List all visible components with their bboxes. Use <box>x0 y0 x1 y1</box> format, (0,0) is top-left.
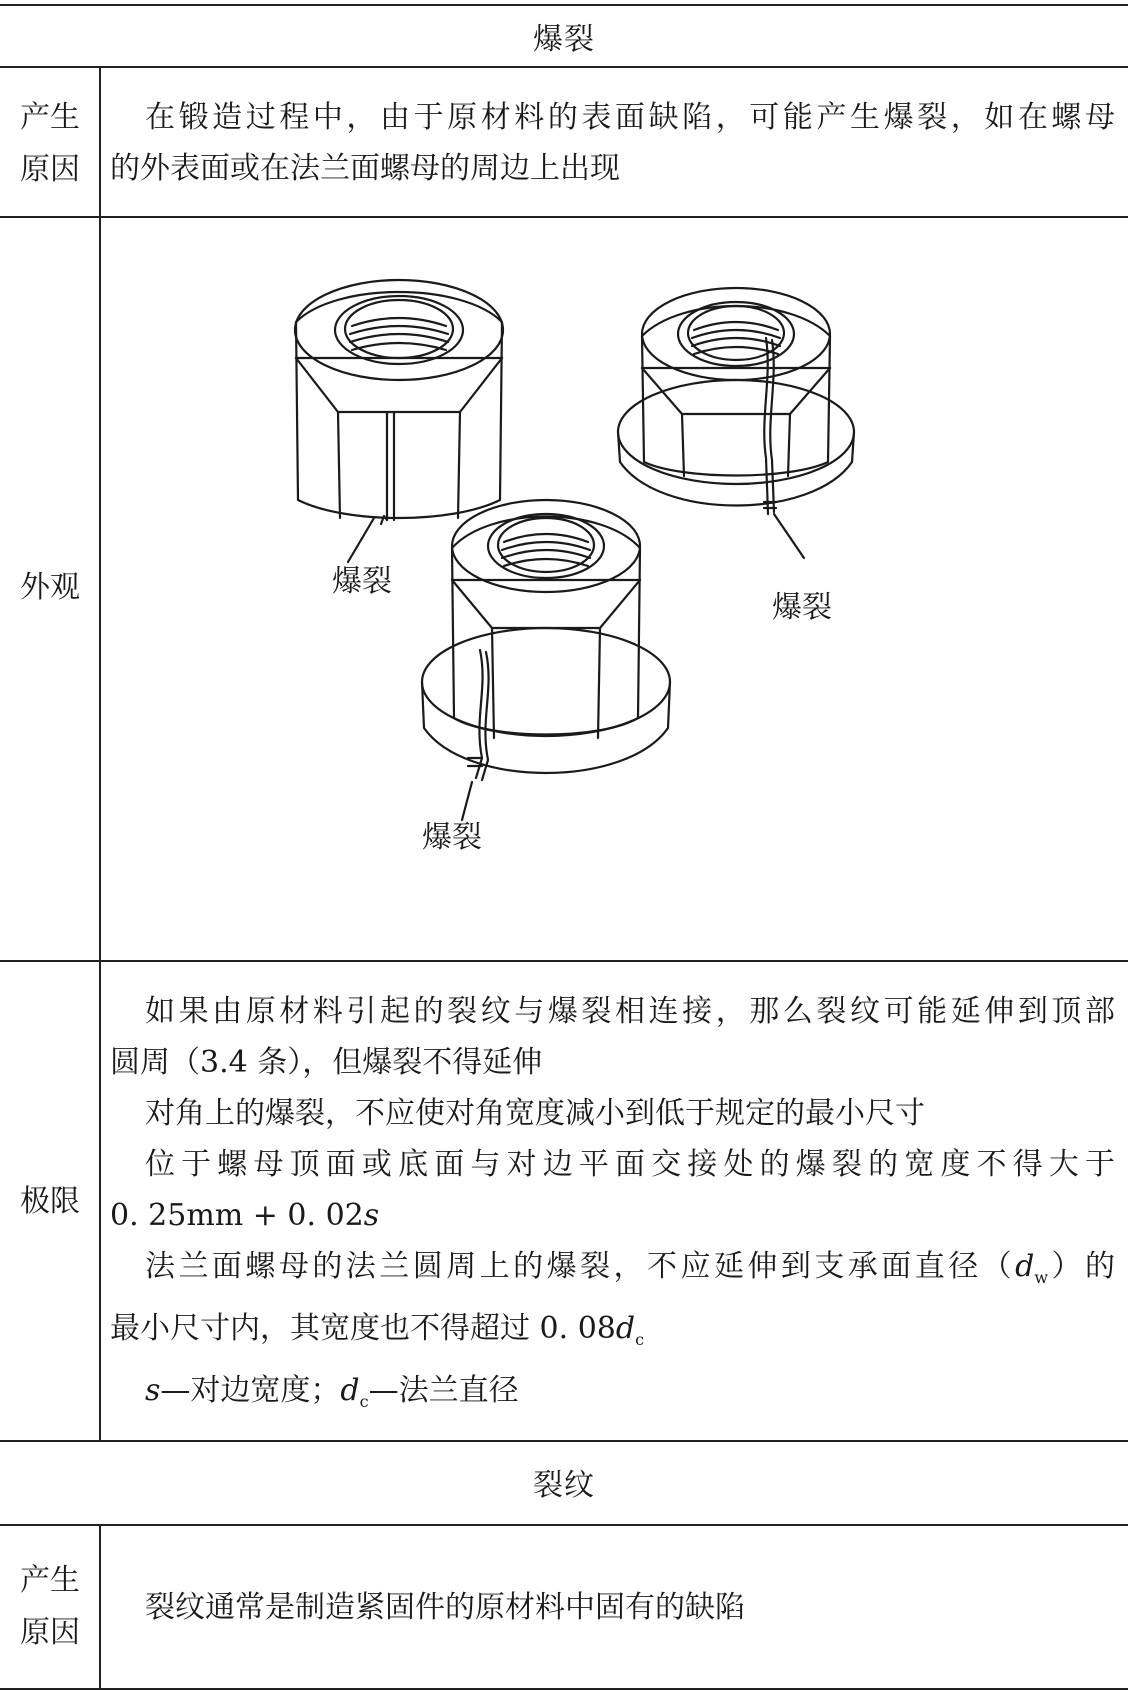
burst-mark <box>764 338 768 514</box>
burst-callout-label: 爆裂 <box>422 820 482 855</box>
row-label-line: 产生 <box>20 1563 80 1598</box>
row-label-appearance: 外观 <box>20 570 80 605</box>
limits-text-run: 0. 25mm + 0. 02 <box>110 1198 364 1233</box>
limits-line <box>110 1241 1115 1303</box>
row-label-cause <box>0 1555 100 1659</box>
burst-callout-label: 爆裂 <box>772 590 832 625</box>
table-rule <box>0 1440 1128 1442</box>
row-label-cause <box>0 92 100 196</box>
limits-line <box>110 1365 1115 1427</box>
flange-nut-drawing <box>618 288 854 558</box>
cause-text <box>110 92 1115 194</box>
limits-text-run: 法兰面螺母的法兰圆周上的爆裂，不应延伸到支承面直径（ <box>145 1249 1016 1284</box>
limits-text <box>110 986 1115 1427</box>
table-bottom-rule <box>0 1688 1128 1690</box>
limits-variable: d <box>340 1373 360 1408</box>
limits-subscript: c <box>359 1392 369 1411</box>
limits-variable: d <box>1015 1249 1035 1284</box>
burst-callout-label: 爆裂 <box>332 564 392 599</box>
cause-line: 在锻造过程中，由于原材料的表面缺陷，可能产生爆裂，如在螺母 <box>145 100 1115 135</box>
limits-text-run: 最小尺寸内，其宽度也不得超过 0. 08 <box>110 1311 616 1346</box>
limits-text-run: ）的 <box>1048 1249 1116 1284</box>
row-label-line: 原因 <box>20 1615 80 1650</box>
limits-line <box>110 1190 1115 1241</box>
section-title-crack: 裂纹 <box>533 1468 595 1503</box>
limits-text-run: —法兰直径 <box>368 1373 519 1408</box>
limits-variable: s <box>363 1198 380 1233</box>
limits-line: 如果由原材料引起的裂纹与爆裂相连接，那么裂纹可能延伸到顶部 <box>145 994 1115 1029</box>
limits-line: 对角上的爆裂，不应使对角宽度减小到低于规定的最小尺寸 <box>145 1096 925 1131</box>
flange-nut-drawing <box>422 500 670 820</box>
limits-line <box>110 1303 1115 1365</box>
limits-text-run: —对边宽度； <box>160 1373 341 1408</box>
limits-line: 圆周（3.4 条），但爆裂不得延伸 <box>110 1045 543 1080</box>
table-top-rule <box>0 4 1128 6</box>
limits-variable: s <box>145 1373 161 1408</box>
nut-burst-illustration <box>100 218 1128 960</box>
row-label-line: 原因 <box>20 152 80 187</box>
table-rule <box>0 960 1128 962</box>
table-rule <box>0 66 1128 68</box>
cause-line: 裂纹通常是制造紧固件的原材料中固有的缺陷 <box>145 1590 745 1625</box>
row-label-line: 产生 <box>20 100 80 135</box>
cause-line: 的外表面或在法兰面螺母的周边上出现 <box>110 151 620 186</box>
section-title-burst: 爆裂 <box>533 22 595 57</box>
hex-nut-drawing <box>295 280 503 562</box>
limits-subscript: c <box>635 1330 645 1349</box>
crack-cause-text <box>110 1582 1115 1633</box>
limits-subscript: w <box>1034 1268 1049 1287</box>
row-label-limits: 极限 <box>20 1184 80 1219</box>
table-rule <box>0 1524 1128 1526</box>
nut-drawing <box>100 218 1128 960</box>
limits-line: 位于螺母顶面或底面与对边平面交接处的爆裂的宽度不得大于 <box>145 1147 1115 1182</box>
limits-variable: d <box>615 1311 636 1346</box>
